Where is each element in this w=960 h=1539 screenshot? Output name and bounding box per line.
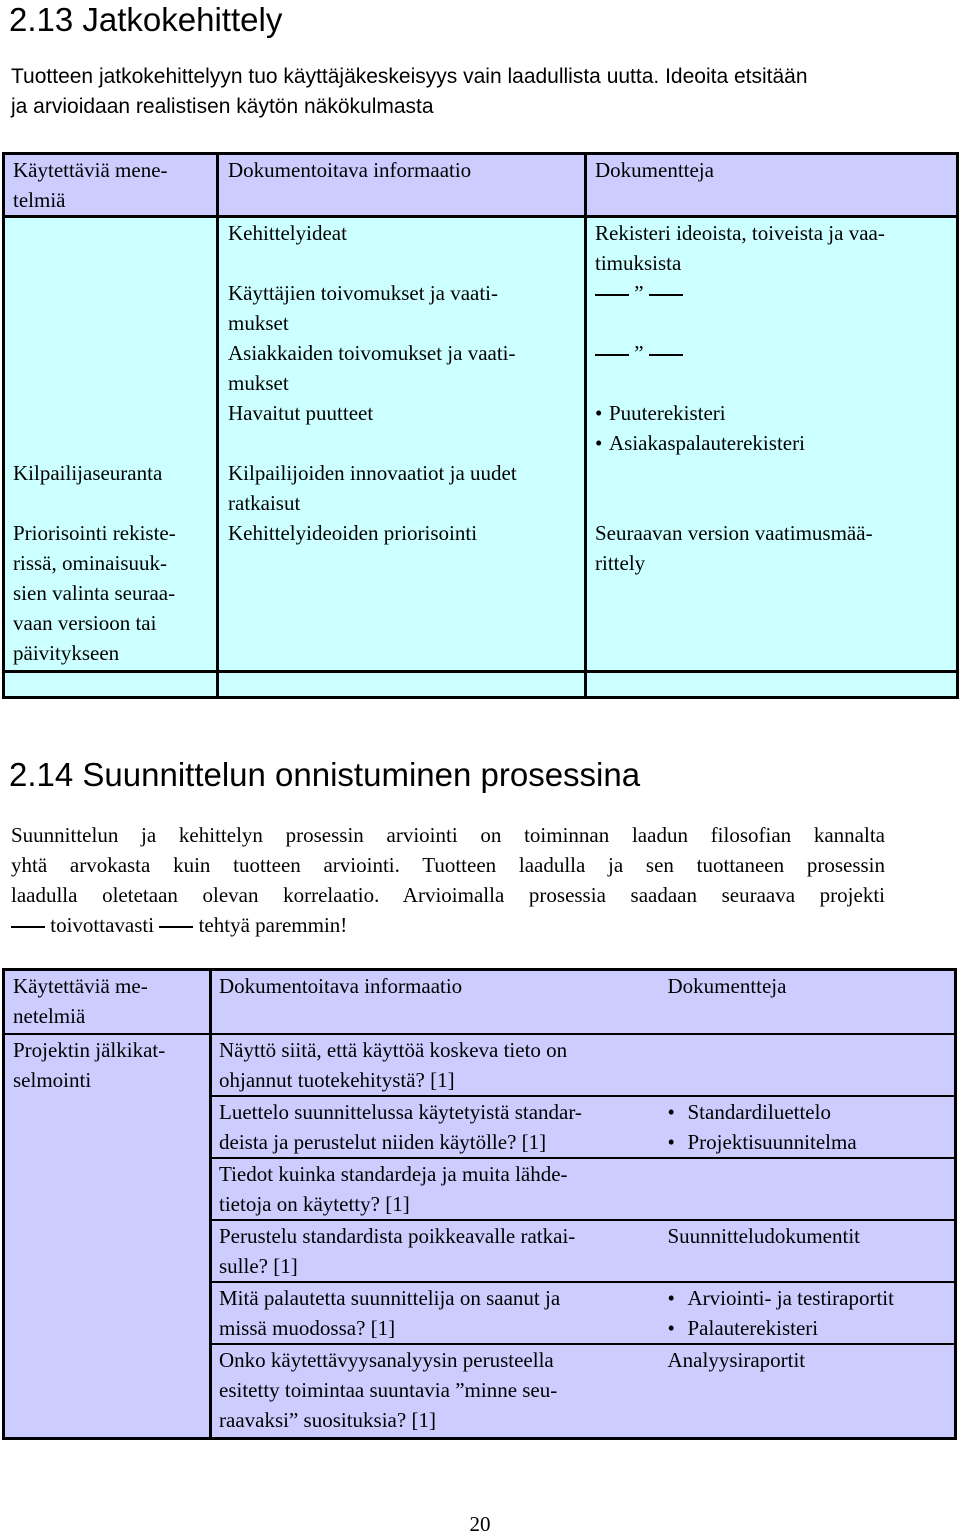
table-row [4,278,958,338]
method-cell [4,278,218,338]
docs-cell: Suunnitteludokumentit [662,1220,956,1282]
doc-bullet: • Palauterekisteri [668,1313,955,1343]
info-cell: Havaitut puutteet [218,398,586,458]
doc-bullet: • Puuterekisteri [595,398,956,428]
page-number: 20 [469,1512,491,1536]
table-row [4,458,958,518]
development-table [2,152,959,699]
docs-cell: Rekisteri ideoista, toiveista ja vaa- timuksista [586,217,958,279]
info-cell [218,672,586,698]
docs-cell [662,1034,956,1096]
method-cell: Priorisointi rekiste- rissä, ominaisuuk- sien valinta seuraa- vaan versioon tai päivitykseen [4,518,218,672]
header-docs: Dokumentteja [662,970,956,1035]
header-methods: Käytettäviä me- netelmiä [4,970,211,1035]
info-cell: Käyttäjien toivomukset ja vaati- mukset [218,278,586,338]
docs-cell [586,398,958,458]
doc-bullet: • Arviointi- ja testiraportit [668,1283,955,1313]
intro-line: Tuotteen jatkokehittelyyn tuo käyttäjäkeskeisyys vain laadullista uutta. Ideoita etsitään [11,65,808,88]
docs-cell [586,278,958,338]
header-docs: Dokumentteja [586,154,958,217]
header-info: Dokumentoitava informaatio [211,970,662,1035]
docs-cell [662,1096,956,1158]
info-cell: Kehittelyideoiden priorisointi [218,518,586,672]
table-header-row [4,154,958,217]
info-cell: Asiakkaiden toivomukset ja vaati- mukset [218,338,586,398]
docs-cell: Analyysiraportit [662,1344,956,1439]
method-cell: Kilpailijaseuranta [4,458,218,518]
paragraph-line: Suunnittelun ja kehittelyn prosessin arviointi on toiminnan laadun filosofian kannalta [11,823,885,847]
doc-bullet: • Projektisuunnitelma [668,1127,955,1157]
method-cell [4,338,218,398]
paragraph-line: yhtä arvokasta kuin tuotteen arviointi. Tuotteen laadulla ja sen tuottaneen prosessin [11,853,885,877]
doc-bullet: • Asiakaspalauterekisteri [595,428,956,458]
table-row [4,1034,956,1096]
docs-cell [662,1158,956,1220]
method-cell [4,217,218,279]
info-cell: Mitä palautetta suunnittelija on saanut ja missä muodossa? [1] [211,1282,662,1344]
docs-cell [662,1282,956,1344]
table-row [4,518,958,672]
info-cell: Luettelo suunnittelussa käytetyistä standar- deista ja perustelut niiden käytölle? [1] [211,1096,662,1158]
docs-cell [586,672,958,698]
info-cell: Kehittelyideat [218,217,586,279]
ditto-mark: ” [595,341,683,365]
info-cell: Onko käytettävyysanalyysin perusteella esitetty toimintaa suuntavia ”minne seu- raavaksi” suosituksia? [1] [211,1344,662,1439]
info-cell: Näyttö siitä, että käyttöä koskeva tieto on ohjannut tuotekehitystä? [1] [211,1034,662,1096]
method-cell [4,672,218,698]
header-methods: Käytettäviä mene- telmiä [4,154,218,217]
section-intro [11,62,808,122]
info-cell: Kilpailijoiden innovaatiot ja uudet ratkaisut [218,458,586,518]
table-row [4,338,958,398]
table-row [4,217,958,279]
docs-cell [586,338,958,398]
paragraph-line: toivottavasti tehtyä paremmin! [11,910,885,940]
docs-cell: Seuraavan version vaatimusmää- rittely [586,518,958,672]
ditto-mark: ” [595,281,683,305]
section-heading-2-14: 2.14 Suunnittelun onnistuminen prosessina [9,756,641,793]
table-row [4,398,958,458]
method-cell [4,398,218,458]
doc-bullet: • Standardiluettelo [668,1097,955,1127]
table-header-row [4,970,956,1035]
intro-line: ja arvioidaan realistisen käytön näkökulmasta [11,95,434,118]
method-cell: Projektin jälkikat- selmointi [4,1034,211,1439]
info-cell: Tiedot kuinka standardeja ja muita lähde- tietoja on käytetty? [1] [211,1158,662,1220]
docs-cell [586,458,958,518]
process-evaluation-table [2,968,957,1440]
info-cell: Perustelu standardista poikkeavalle ratkai- sulle? [1] [211,1220,662,1282]
section-heading-2-13: 2.13 Jatkokehittely [9,1,283,38]
paragraph-line: laadulla oletetaan olevan korrelaatio. Arvioimalla prosessia saadaan seuraava projekti [11,883,885,907]
empty-row [4,672,958,698]
section-paragraph [11,820,885,940]
header-info: Dokumentoitava informaatio [218,154,586,217]
